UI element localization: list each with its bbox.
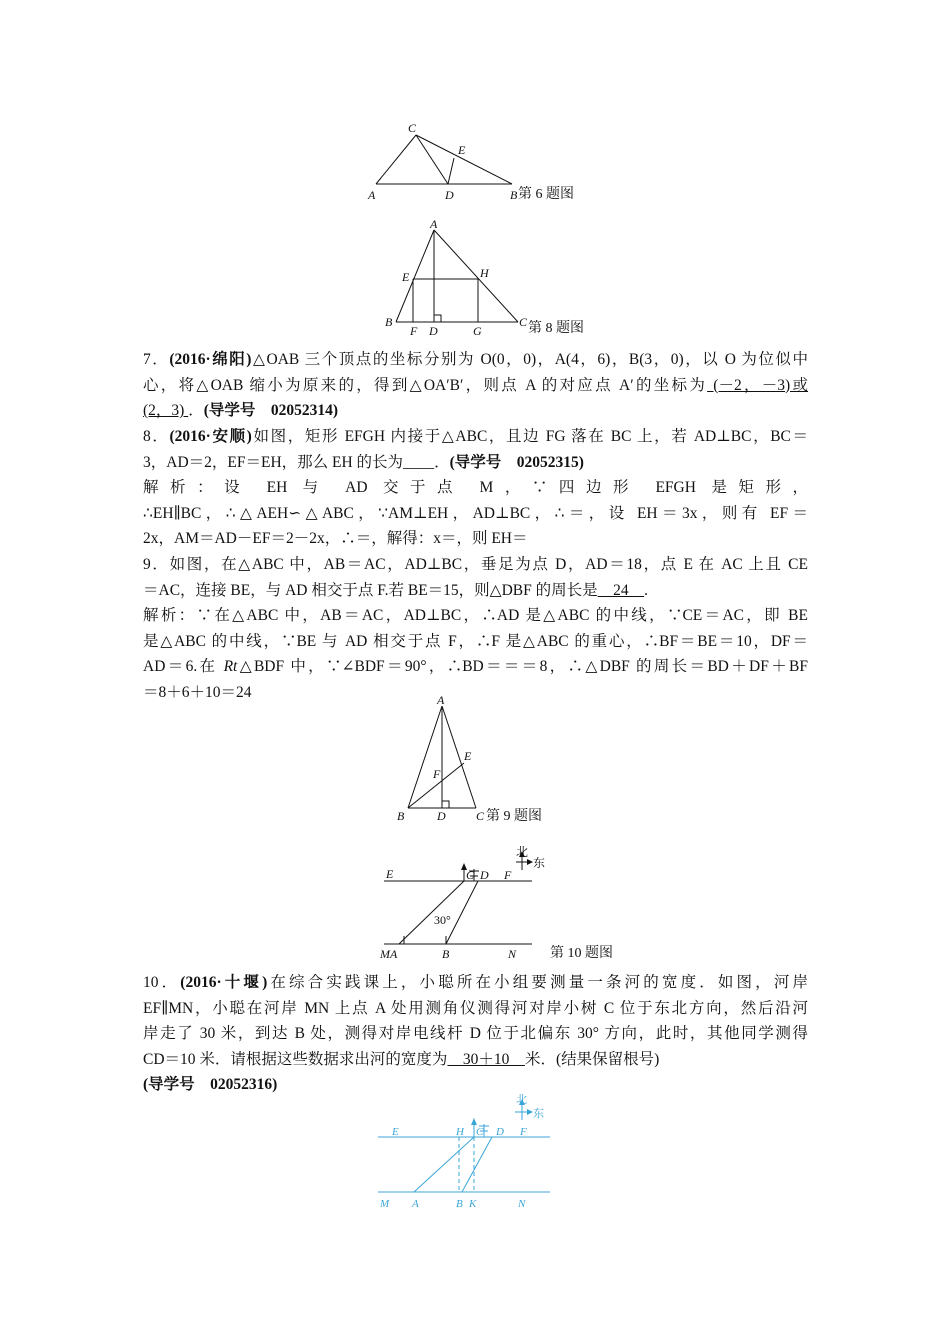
q10-line-3: 岸走了 30 米，到达 B 处，测得对岸电线杆 D 位于北偏东 30° 方向，此时，其他同学测得 (143, 1025, 808, 1043)
q7-tail: ． (188, 402, 204, 420)
fig10b-label-f: F (520, 1126, 527, 1138)
fig10b-label-n: N (518, 1198, 526, 1210)
q7-guide-number: (导学号 02052314) (203, 402, 339, 420)
fig8-label-d: D (429, 324, 438, 338)
fig8-label-h: H (480, 266, 489, 280)
fig9-label-e: E (464, 749, 472, 763)
fig6-label-b: B (510, 188, 518, 202)
q9-text-2: ＝AC，连接 BE，与 AD 相交于点 F.若 BE＝15，则△DBF 的周长是 (143, 581, 598, 599)
figure-10-diagram (370, 840, 640, 965)
q10-number: 10． (143, 974, 181, 991)
q10-line-2: EF∥MN，小聪在河岸 MN 上点 A 处用测角仪测得河对岸小树 C 位于东北方向，然后沿河 (143, 999, 808, 1017)
figure-6-diagram (360, 118, 600, 208)
q7-line-2 (143, 373, 808, 399)
q10-text-1: 在综合实践课上，小聪所在小组要测量一条河的宽度．如图，河岸 (267, 974, 808, 991)
fig10-label-e: E (386, 867, 394, 881)
q10-text-4a: CD＝10 米．请根据这些数据求出河的宽度为 (143, 1050, 448, 1068)
fig10b-label-a: A (412, 1198, 419, 1210)
fig10b-north: 北 (516, 1094, 527, 1106)
q7-answer-2: (2，3) (143, 402, 189, 420)
q7-number: 7． (143, 351, 170, 368)
q8-guide-number: (导学号 02052315) (449, 453, 584, 471)
q9-answer: 24 (597, 581, 645, 599)
q8-solution-1: 解析：设 EH 与 AD 交于点 M，∵四边形 EFGH 是矩形， (143, 479, 808, 497)
fig10-label-c: C (466, 868, 475, 882)
fig10b-label-m: M (380, 1198, 390, 1210)
q8-number: 8． (143, 428, 170, 445)
q9-solution-4: ＝8＋6＋10＝24 (143, 683, 252, 701)
fig10b-label-d: D (496, 1126, 504, 1138)
fig10-angle: 30° (434, 913, 451, 927)
fig10-label-b: B (442, 947, 450, 961)
fig10-label-f: F (504, 868, 512, 882)
fig8-label-g: G (473, 324, 482, 338)
fig10-label-m: M (380, 947, 390, 961)
q9-line-1: 9．如图，在△ABC 中，AB＝AC，AD⊥BC，垂足为点 D，AD＝18，点 E 在 AC 上且 CE (143, 556, 808, 573)
q7-line-3 (143, 398, 808, 424)
q9-solution-rt: Rt (223, 658, 238, 676)
fig8-caption: 第 8 题图 (528, 321, 584, 336)
q8-solution-3: 2x，AM＝AD－EF＝2－2x，∴＝，解得：x＝，则 EH＝ (143, 530, 528, 548)
q10-text-4b: 米．(结果保留根号) (524, 1050, 660, 1068)
fig8-label-e: E (402, 270, 410, 284)
fig10b-east: 东 (533, 1108, 544, 1120)
q8-line-1 (143, 424, 808, 450)
fig9-label-b: B (397, 809, 405, 823)
q8-text-1: 如图，矩形 EFGH 内接于△ABC，且边 FG 落在 BC 上，若 AD⊥BC，BC＝ (251, 428, 808, 445)
fig6-label-a: A (368, 188, 376, 202)
fig8-label-f: F (410, 324, 418, 338)
fig10-label-a: A (390, 947, 398, 961)
figure-8 (380, 218, 610, 340)
question-10 (143, 970, 808, 1098)
q10-guide-number: (导学号 02052316) (143, 1076, 278, 1094)
q10-line-1 (143, 970, 808, 996)
q8-tail: ． (434, 453, 450, 471)
q8-source: (2016·安顺) (169, 428, 252, 445)
fig9-label-d: D (437, 809, 446, 823)
fig9-label-c: C (476, 809, 485, 823)
q7-text-1: △OAB 三个顶点的坐标分别为 O(0，0)，A(4，6)，B(3，0)，以 O 为位似中 (251, 351, 808, 368)
figure-10-solution (370, 1090, 570, 1215)
q9-solution-1: 解析：∵在△ABC 中，AB＝AC，AD⊥BC，∴AD 是△ABC 的中线，∵CE＝AC，即 BE (143, 607, 808, 625)
q8-line-2 (143, 450, 808, 476)
q10-line-4 (143, 1047, 808, 1073)
q7-line-1 (143, 347, 808, 373)
question-8 (143, 424, 808, 552)
fig6-label-c: C (408, 121, 417, 135)
q8-text-2: 3，AD＝2，EF＝EH，那么 EH 的长为 (143, 453, 404, 471)
q10-answer: 30＋10 (447, 1050, 525, 1068)
fig8-label-a: A (430, 218, 438, 231)
fig6-label-d: D (445, 188, 454, 202)
q8-solution-2: ∴EH∥BC，∴△AEH∽△ABC，∵AM⊥EH，AD⊥BC，∴＝，设 EH＝3x，则有 EF＝ (143, 504, 808, 522)
fig10-label-d: D (480, 868, 489, 882)
fig6-label-e: E (458, 143, 466, 157)
q9-solution-3 (143, 654, 808, 680)
q7-answer-1: (－2，－3)或 (707, 376, 809, 394)
fig10b-label-c: C (476, 1126, 484, 1138)
fig9-label-a: A (437, 694, 445, 707)
q7-text-2: 心，将△OAB 缩小为原来的，得到△OA′B′，则点 A 的对应点 A′的坐标为 (143, 376, 708, 394)
question-9 (143, 552, 808, 706)
fig10-label-n: N (508, 947, 517, 961)
fig10-north: 北 (516, 845, 529, 859)
figure-8-diagram (380, 218, 610, 340)
figure-9-diagram (390, 694, 570, 826)
fig10b-label-k: K (469, 1198, 477, 1210)
q9-solution-3b: △BDF 中，∵∠BDF＝90°，∴BD＝＝＝8，∴△DBF 的周长＝BD＋DF＋BF (237, 658, 809, 676)
q10-source: (2016·十堰) (180, 974, 268, 991)
figure-9 (390, 694, 570, 826)
fig8-label-b: B (385, 315, 393, 329)
fig9-label-f: F (433, 767, 441, 781)
fig9-caption: 第 9 题图 (486, 809, 542, 824)
figure-6 (360, 118, 600, 208)
q9-tail: . (644, 581, 649, 599)
figure-10 (370, 840, 640, 965)
q9-solution-2: 是△ABC 的中线，∵BE 与 AD 相交于点 F，∴F 是△ABC 的重心，∴BF＝BE＝10，DF＝ (143, 632, 808, 650)
q7-source: (2016·绵阳) (169, 351, 252, 368)
q8-blank: ____ (403, 453, 435, 471)
figure-10-solution-diagram (370, 1090, 570, 1215)
fig6-caption: 第 6 题图 (518, 187, 574, 202)
fig10b-label-h: H (456, 1126, 464, 1138)
q9-line-2 (143, 578, 808, 604)
fig8-label-c: C (519, 315, 528, 329)
fig10b-label-e: E (392, 1126, 399, 1138)
fig10-caption: 第 10 题图 (550, 946, 613, 961)
q9-solution-3a: AD＝6.在 (143, 658, 224, 676)
fig10b-label-b: B (456, 1198, 463, 1210)
question-7 (143, 347, 808, 424)
fig10-east: 东 (533, 856, 546, 870)
